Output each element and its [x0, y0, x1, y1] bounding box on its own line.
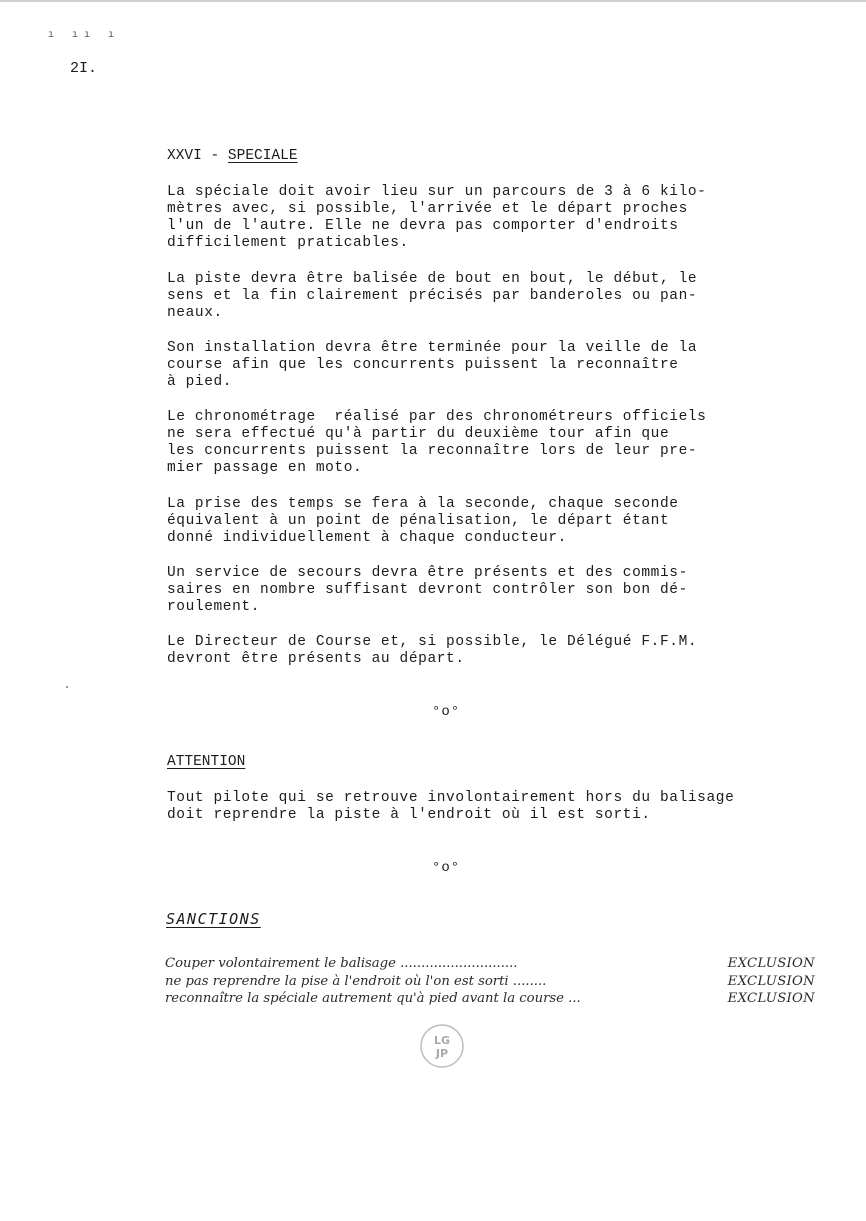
paragraph-line: Un service de secours devra être présents et des commis-: [167, 565, 688, 581]
paragraph-line: ne sera effectué qu'à partir du deuxième tour afin que: [167, 426, 670, 442]
paragraph-line: devront être présents au départ.: [167, 651, 465, 667]
paragraph-line: Tout pilote qui se retrouve involontairement hors du balisage: [167, 790, 735, 806]
attention-heading: [167, 754, 245, 770]
paragraph-line: Son installation devra être terminée pour la veille de la: [167, 340, 698, 356]
paragraph-line: roulement.: [167, 599, 261, 615]
paragraph-line: saires en nombre suffisant devront contrôler son bon dé-: [167, 582, 688, 598]
separator: °o°: [432, 704, 461, 720]
paragraph-line: les concurrents puissent la reconnaître lors de leur pre-: [167, 443, 698, 459]
separator: °o°: [432, 860, 461, 876]
sanction-penalty: EXCLUSION: [727, 956, 815, 971]
paragraph-line: La spéciale doit avoir lieu sur un parcours de 3 à 6 kilo-: [167, 184, 707, 200]
paragraph-line: difficilement praticables.: [167, 235, 409, 251]
paragraph-line: mier passage en moto.: [167, 460, 363, 476]
attention-paragraph: [167, 790, 847, 824]
page-specks: ı ıı ı: [48, 30, 121, 41]
paragraph-line: équivalent à un point de pénalisation, le départ étant: [167, 513, 670, 529]
sanction-offence: reconnaître la spéciale autrement qu'à pied avant la course ...: [165, 991, 581, 1006]
sanction-row: [165, 955, 815, 973]
paragraph-5: [167, 496, 787, 547]
svg-text:JP: JP: [435, 1047, 449, 1060]
paragraph-line: mètres avec, si possible, l'arrivée et le départ proches: [167, 201, 688, 217]
page-top-edge: [0, 0, 866, 2]
margin-speck: [66, 686, 68, 688]
paragraph-line: l'un de l'autre. Elle ne devra pas comporter d'endroits: [167, 218, 679, 234]
sanction-penalty: EXCLUSION: [727, 991, 815, 1006]
watermark-stamp: [418, 1022, 466, 1075]
paragraph-7: [167, 634, 787, 668]
paragraph-line: course afin que les concurrents puissent la reconnaître: [167, 357, 679, 373]
paragraph-2: [167, 271, 787, 322]
paragraph-line: doit reprendre la piste à l'endroit où il est sorti.: [167, 807, 651, 823]
sanctions-list: [165, 955, 815, 1008]
paragraph-line: neaux.: [167, 305, 223, 321]
section-heading: [167, 148, 298, 164]
page-number: 2I.: [70, 60, 98, 77]
section-number: XXVI -: [167, 148, 228, 164]
paragraph-3: [167, 340, 787, 391]
attention-title: ATTENTION: [167, 754, 246, 770]
sanction-row: [165, 973, 815, 991]
paragraph-line: donné individuellement à chaque conducteur.: [167, 530, 567, 546]
sanction-offence: Couper volontairement le balisage ............................: [165, 956, 518, 971]
paragraph-line: La piste devra être balisée de bout en bout, le début, le: [167, 271, 698, 287]
sanctions-title: SANCTIONS: [166, 910, 261, 928]
sanction-row: [165, 990, 815, 1008]
sanction-offence: ne pas reprendre la pise à l'endroit où l'on est sorti ........: [165, 973, 547, 989]
paragraph-line: Le chronométrage réalisé par des chronométreurs officiels: [167, 409, 707, 425]
section-title: SPECIALE: [227, 148, 298, 164]
paragraph-line: à pied.: [167, 374, 233, 390]
sanction-penalty: EXCLUSION: [727, 973, 815, 989]
paragraph-1: [167, 184, 787, 252]
svg-text:LG: LG: [433, 1034, 451, 1047]
paragraph-line: sens et la fin clairement précisés par banderoles ou pan-: [167, 288, 698, 304]
paragraph-4: [167, 409, 787, 477]
paragraph-line: Le Directeur de Course et, si possible, le Délégué F.F.M.: [167, 634, 698, 650]
paragraph-6: [167, 565, 787, 616]
paragraph-line: La prise des temps se fera à la seconde, chaque seconde: [167, 496, 679, 512]
